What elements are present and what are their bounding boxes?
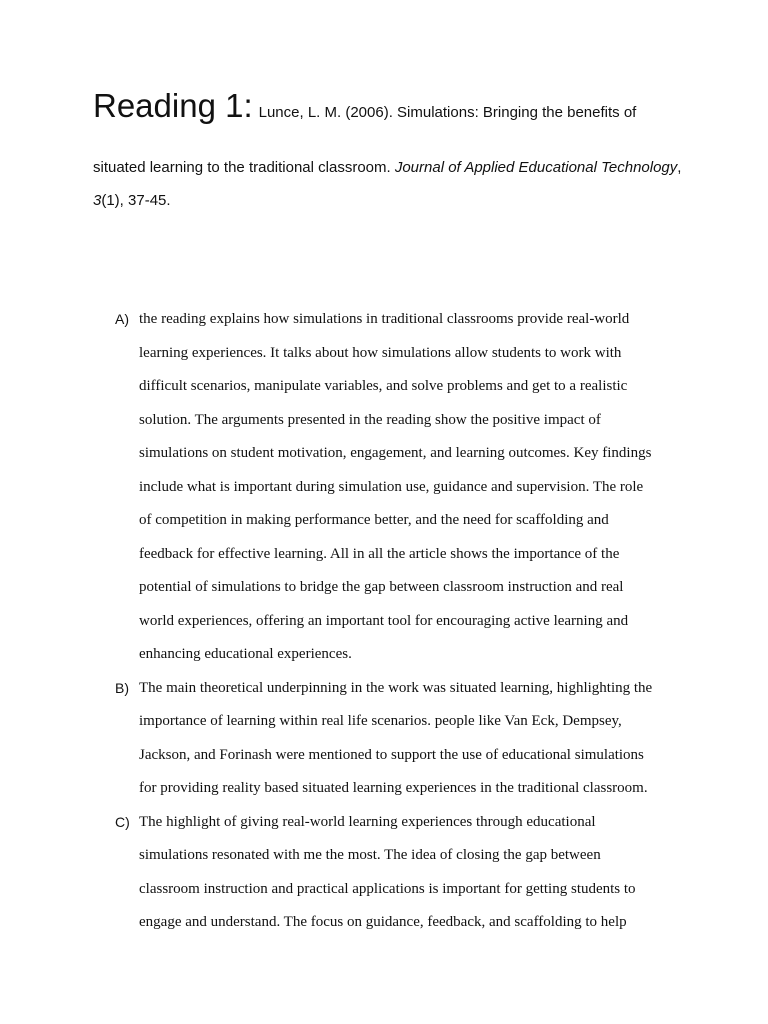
text-line: include what is important during simulation use, guidance and supervision. The role <box>139 478 644 495</box>
text-line: The main theoretical underpinning in the work was situated learning, highlighting the <box>139 679 653 696</box>
text-line: of competition in making performance better, and the need for scaffolding and <box>139 512 609 528</box>
list-item <box>115 672 675 806</box>
text-line: importance of learning within real life scenarios. people like Van Eck, Dempsey, <box>139 713 622 729</box>
text-line: enhancing educational experiences. <box>139 646 352 662</box>
list-item-text <box>139 303 675 672</box>
text-line: feedback for effective learning. All in all the article shows the importance of the <box>139 545 620 562</box>
text-line: Jackson, and Forinash were mentioned to support the use of educational simulations <box>139 746 644 763</box>
list-item-text <box>139 806 675 940</box>
text-line: classroom instruction and practical applications is important for getting students to <box>139 880 636 897</box>
text-line: learning experiences. It talks about how simulations allow students to work with <box>139 344 622 361</box>
text-line: solution. The arguments presented in the reading show the positive impact of <box>139 411 601 428</box>
answer-list <box>115 303 675 940</box>
header-line-1 <box>93 84 683 128</box>
text-line: for providing reality based situated learning experiences in the traditional classroom. <box>139 780 648 796</box>
citation-line-2 <box>93 158 681 178</box>
citation-line-3 <box>93 191 171 211</box>
text-line: The highlight of giving real-world learning experiences through educational <box>139 813 596 830</box>
text-line: simulations resonated with me the most. The idea of closing the gap between <box>139 847 601 863</box>
text-line: difficult scenarios, manipulate variables, and solve problems and get to a realistic <box>139 378 628 394</box>
reading-heading: Reading 1: <box>93 87 253 124</box>
list-marker: C) <box>115 813 130 830</box>
text-line: the reading explains how simulations in traditional classrooms provide real-world <box>139 311 630 327</box>
citation-title-end: situated learning to the traditional classroom. <box>93 159 395 176</box>
citation-comma: , <box>677 159 682 176</box>
list-marker: A) <box>115 311 129 327</box>
text-line: simulations on student motivation, engagement, and learning outcomes. Key findings <box>139 445 652 461</box>
citation-volume: 3 <box>93 192 102 209</box>
list-item <box>115 303 675 672</box>
text-line: potential of simulations to bridge the gap between classroom instruction and real <box>139 579 624 595</box>
reading-header <box>93 84 683 209</box>
citation-journal: Journal of Applied Educational Technology <box>394 159 678 176</box>
citation-line-1: Lunce, L. M. (2006). Simulations: Bringing the benefits of <box>258 104 637 121</box>
text-line: engage and understand. The focus on guidance, feedback, and scaffolding to help <box>139 914 627 930</box>
list-item-text <box>139 672 675 806</box>
text-line: world experiences, offering an important tool for encouraging active learning and <box>139 612 629 629</box>
list-item <box>115 806 675 940</box>
list-marker: B) <box>115 679 129 696</box>
citation-issue-pages: (1), 37-45. <box>101 192 171 209</box>
